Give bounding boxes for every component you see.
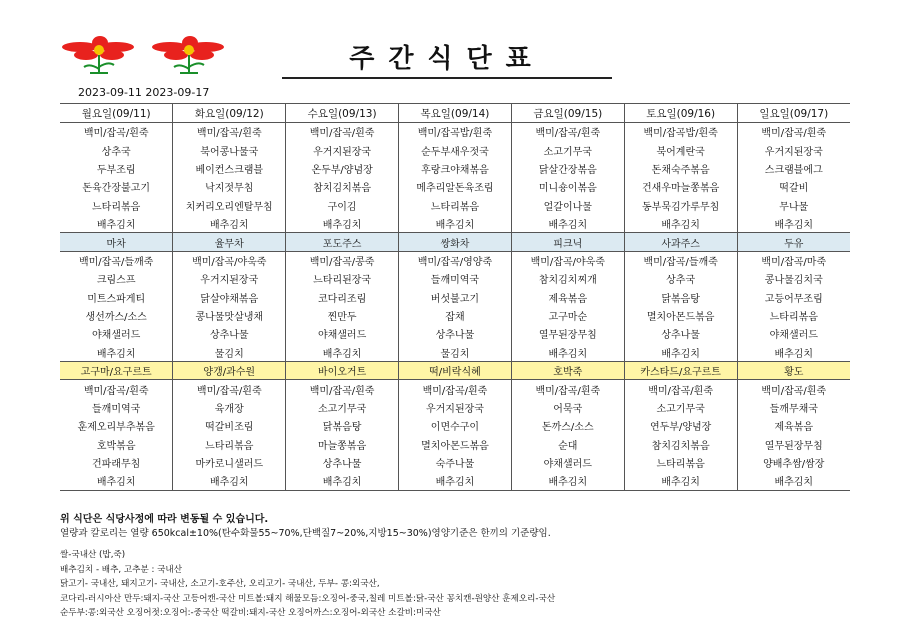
menu-cell: 백미/잡곡/흰죽 <box>624 380 737 398</box>
day-header: 토요일(09/16) <box>624 104 737 123</box>
menu-cell: 들깨무채국 <box>737 398 850 416</box>
menu-cell: 멸치아몬드볶음 <box>624 306 737 324</box>
menu-cell: 고구마순 <box>511 306 624 324</box>
menu-cell: 배추김치 <box>737 214 850 232</box>
notes <box>60 513 860 541</box>
menu-cell: 들깨미역국 <box>60 398 173 416</box>
menu-cell: 백미/잡곡/흰죽 <box>511 123 624 141</box>
menu-cell: 북어콩나물국 <box>173 141 286 159</box>
origin-line: 순두부:콩:외국산 오징어젓:오징어:-중국산 떡갈비:돼지-국산 오징어까스:오징어-외국산 소갈비:미국산 <box>60 608 441 619</box>
snack-cell: 포도주스 <box>286 233 399 251</box>
menu-cell: 느타리볶음 <box>60 196 173 214</box>
menu-cell: 소고기무국 <box>286 398 399 416</box>
menu-cell: 돈육간장불고기 <box>60 178 173 196</box>
menu-cell: 콩나물맛살냉채 <box>173 306 286 324</box>
menu-cell: 우거지된장국 <box>399 398 512 416</box>
snack-cell: 피크닉 <box>511 233 624 251</box>
menu-cell: 마늘쫑볶음 <box>286 435 399 453</box>
origin-line: 코다리-러시아산 만두:돼지-국산 고등어캔-국산 미트볼:돼지 해물모듬:오징어-중국,칠레 미트볼:닭-국산 꽁치캔-원양산 훈제오리-국산 <box>60 593 556 604</box>
nutrition-text: 열량과 칼로리는 열량 650kcal±10%(탄수화물55~70%,단백질7~20%,지방15~30%)영양기준은 한끼의 기준량임. <box>60 528 551 539</box>
menu-cell: 우거지된장국 <box>173 270 286 288</box>
menu-cell: 백미/잡곡/흰죽 <box>286 123 399 141</box>
menu-cell: 콩나물김치국 <box>737 270 850 288</box>
title-underline <box>282 77 612 79</box>
menu-cell: 배추김치 <box>399 472 512 490</box>
day-header: 목요일(09/14) <box>399 104 512 123</box>
menu-cell: 후랑크야채볶음 <box>399 159 512 177</box>
day-header: 화요일(09/12) <box>173 104 286 123</box>
menu-cell: 배추김치 <box>737 343 850 361</box>
lunch-row <box>60 343 850 361</box>
snack-cell: 양갱/과수원 <box>173 362 286 380</box>
snack-cell: 율무차 <box>173 233 286 251</box>
menu-cell: 떡갈비조림 <box>173 417 286 435</box>
menu-cell: 닭살간장볶음 <box>511 159 624 177</box>
menu-cell: 느타리된장국 <box>286 270 399 288</box>
menu-cell: 상추나물 <box>399 325 512 343</box>
flower-icon <box>152 36 224 73</box>
menu-cell: 물김치 <box>173 343 286 361</box>
menu-cell: 건파래무침 <box>60 454 173 472</box>
menu-cell: 백미/잡곡/흰죽 <box>60 123 173 141</box>
snack-cell: 카스타드/요구르트 <box>624 362 737 380</box>
menu-cell: 육개장 <box>173 398 286 416</box>
day-header: 월요일(09/11) <box>60 104 173 123</box>
menu-cell: 닭살야채볶음 <box>173 288 286 306</box>
menu-cell: 상추나물 <box>286 454 399 472</box>
menu-cell: 배추김치 <box>624 472 737 490</box>
menu-cell: 백미/잡곡밥/흰죽 <box>624 123 737 141</box>
menu-cell: 떡갈비 <box>737 178 850 196</box>
day-header: 수요일(09/13) <box>286 104 399 123</box>
menu-cell: 미니숑이볶음 <box>511 178 624 196</box>
menu-cell: 백미/잡곡/흰죽 <box>737 123 850 141</box>
menu-cell: 낙지젓무침 <box>173 178 286 196</box>
dinner-block <box>60 380 850 490</box>
menu-cell: 연두부/양념장 <box>624 417 737 435</box>
breakfast-row <box>60 123 850 141</box>
menu-cell: 배추김치 <box>173 472 286 490</box>
menu-cell: 백미/잡곡/흰죽 <box>173 380 286 398</box>
page-title: 주간식단표 <box>349 44 545 74</box>
lunch-row <box>60 270 850 288</box>
menu-cell: 상추국 <box>60 141 173 159</box>
menu-cell: 순대 <box>511 435 624 453</box>
menu-cell: 느타리볶음 <box>399 196 512 214</box>
menu-cell: 열무된장무침 <box>511 325 624 343</box>
menu-cell: 찐만두 <box>286 306 399 324</box>
menu-cell: 들깨미역국 <box>399 270 512 288</box>
menu-cell: 북어계란국 <box>624 141 737 159</box>
menu-cell: 야채샐러드 <box>511 454 624 472</box>
menu-cell: 마카로니샐러드 <box>173 454 286 472</box>
menu-cell: 미트스파게티 <box>60 288 173 306</box>
snack-cell: 황도 <box>737 362 850 380</box>
menu-cell: 배추김치 <box>511 343 624 361</box>
weekly-menu-table <box>60 103 850 491</box>
snack-cell: 마차 <box>60 233 173 251</box>
snack-cell: 호박죽 <box>511 362 624 380</box>
menu-cell: 참치김치찌개 <box>511 270 624 288</box>
menu-cell: 순두부새우젓국 <box>399 141 512 159</box>
menu-cell: 백미/잡곡/들깨죽 <box>624 251 737 269</box>
origin-line: 닭고기- 국내산, 돼지고기- 국내산, 소고기-호주산, 오리고기- 국내산, 두부- 콩:외국산, <box>60 579 380 590</box>
breakfast-row <box>60 178 850 196</box>
menu-cell: 백미/잡곡/흰죽 <box>60 380 173 398</box>
lunch-row <box>60 251 850 269</box>
menu-cell: 구이김 <box>286 196 399 214</box>
menu-cell: 배추김치 <box>286 214 399 232</box>
menu-cell: 배추김치 <box>511 214 624 232</box>
menu-cell: 백미/잡곡/들깨죽 <box>60 251 173 269</box>
menu-cell: 배추김치 <box>511 472 624 490</box>
menu-cell: 백미/잡곡/야욱죽 <box>511 251 624 269</box>
menu-cell: 백미/잡곡밥/흰죽 <box>399 123 512 141</box>
menu-cell: 배추김치 <box>624 214 737 232</box>
menu-cell: 건새우마늘쫑볶음 <box>624 178 737 196</box>
menu-cell: 호박볶음 <box>60 435 173 453</box>
menu-cell: 두부조림 <box>60 159 173 177</box>
afternoon-snack-block <box>60 362 850 380</box>
menu-cell: 백미/잡곡/콩죽 <box>286 251 399 269</box>
menu-cell: 참치김치볶음 <box>624 435 737 453</box>
menu-cell: 멸치아몬드볶음 <box>399 435 512 453</box>
origin-line: 쌀-국내산 (밥,죽) <box>60 550 126 560</box>
afternoon-snack-row <box>60 362 850 380</box>
menu-cell: 배추김치 <box>737 472 850 490</box>
menu-cell: 백미/잡곡/영양죽 <box>399 251 512 269</box>
menu-cell: 야채샐러드 <box>737 325 850 343</box>
menu-cell: 백미/잡곡/야욱죽 <box>173 251 286 269</box>
menu-cell: 배추김치 <box>286 343 399 361</box>
menu-cell: 백미/잡곡/흰죽 <box>399 380 512 398</box>
menu-cell: 돈채숙주볶음 <box>624 159 737 177</box>
snack-cell: 두유 <box>737 233 850 251</box>
notice-text: 위 식단은 식당사정에 따라 변동될 수 있습니다. <box>60 514 269 525</box>
dinner-row <box>60 380 850 398</box>
breakfast-row <box>60 159 850 177</box>
menu-cell: 느타리볶음 <box>624 454 737 472</box>
menu-cell: 배추김치 <box>286 472 399 490</box>
menu-cell: 소고기무국 <box>511 141 624 159</box>
menu-cell: 우거지된장국 <box>286 141 399 159</box>
menu-cell: 숙주나물 <box>399 454 512 472</box>
menu-cell: 백미/잡곡/흰죽 <box>737 380 850 398</box>
menu-cell: 닭볶음탕 <box>624 288 737 306</box>
day-header: 일요일(09/17) <box>737 104 850 123</box>
lunch-row <box>60 306 850 324</box>
dinner-row <box>60 398 850 416</box>
snack-cell: 고구마/요구르트 <box>60 362 173 380</box>
menu-cell: 배추김치 <box>399 214 512 232</box>
morning-snack-block <box>60 233 850 251</box>
menu-cell: 코다리조림 <box>286 288 399 306</box>
menu-cell: 열무된장무침 <box>737 435 850 453</box>
menu-cell: 야채샐러드 <box>286 325 399 343</box>
menu-cell: 온두부/양념장 <box>286 159 399 177</box>
dinner-row <box>60 454 850 472</box>
origin-line: 배추김치 - 배추, 고추분 : 국내산 <box>60 564 183 575</box>
snack-cell: 쌍화차 <box>399 233 512 251</box>
menu-cell: 양배추쌈/쌈장 <box>737 454 850 472</box>
origin-info <box>60 548 880 621</box>
menu-cell: 생선까스/소스 <box>60 306 173 324</box>
morning-snack-row <box>60 233 850 251</box>
menu-cell: 훈제오리부추볶음 <box>60 417 173 435</box>
menu-cell: 참치김치볶음 <box>286 178 399 196</box>
menu-cell: 이면수구이 <box>399 417 512 435</box>
flower-icon <box>62 36 134 73</box>
menu-cell: 배추김치 <box>60 472 173 490</box>
menu-cell: 상추나물 <box>173 325 286 343</box>
menu-cell: 크림스프 <box>60 270 173 288</box>
menu-cell: 배추김치 <box>173 214 286 232</box>
menu-cell: 배추김치 <box>60 343 173 361</box>
flower-decoration-icon <box>60 33 240 81</box>
lunch-row <box>60 325 850 343</box>
menu-cell: 소고기무국 <box>624 398 737 416</box>
menu-cell: 메추리알돈육조림 <box>399 178 512 196</box>
menu-cell: 상추국 <box>624 270 737 288</box>
menu-cell: 제육볶음 <box>737 417 850 435</box>
menu-cell: 무나물 <box>737 196 850 214</box>
dinner-row <box>60 472 850 490</box>
menu-cell: 우거지된장국 <box>737 141 850 159</box>
menu-cell: 느타리볶음 <box>173 435 286 453</box>
menu-cell: 제육볶음 <box>511 288 624 306</box>
lunch-block <box>60 251 850 361</box>
menu-cell: 상추나물 <box>624 325 737 343</box>
menu-cell: 백미/잡곡/마죽 <box>737 251 850 269</box>
menu-cell: 야채샐러드 <box>60 325 173 343</box>
breakfast-row <box>60 141 850 159</box>
snack-cell: 떡/비락식혜 <box>399 362 512 380</box>
snack-cell: 사과주스 <box>624 233 737 251</box>
menu-cell: 치커리오리엔탈무침 <box>173 196 286 214</box>
breakfast-row <box>60 196 850 214</box>
menu-cell: 배추김치 <box>624 343 737 361</box>
menu-cell: 배추김치 <box>60 214 173 232</box>
menu-cell: 느타리볶음 <box>737 306 850 324</box>
dinner-row <box>60 417 850 435</box>
breakfast-row <box>60 214 850 232</box>
day-header-row <box>60 104 850 123</box>
menu-cell: 동부묵김가루무침 <box>624 196 737 214</box>
menu-cell: 잡채 <box>399 306 512 324</box>
menu-cell: 베이컨스크램블 <box>173 159 286 177</box>
menu-cell: 백미/잡곡/흰죽 <box>511 380 624 398</box>
menu-cell: 백미/잡곡/흰죽 <box>173 123 286 141</box>
menu-cell: 버섯불고기 <box>399 288 512 306</box>
dinner-row <box>60 435 850 453</box>
menu-cell: 고등어무조림 <box>737 288 850 306</box>
breakfast-block <box>60 123 850 233</box>
menu-cell: 물김치 <box>399 343 512 361</box>
snack-cell: 바이오거트 <box>286 362 399 380</box>
menu-cell: 스크램블에그 <box>737 159 850 177</box>
menu-cell: 닭볶음탕 <box>286 417 399 435</box>
menu-cell: 어묵국 <box>511 398 624 416</box>
menu-cell: 얼갈이나물 <box>511 196 624 214</box>
day-header: 금요일(09/15) <box>511 104 624 123</box>
menu-cell: 돈까스/소스 <box>511 417 624 435</box>
lunch-row <box>60 288 850 306</box>
date-range: 2023-09-11 2023-09-17 <box>78 86 210 99</box>
menu-cell: 백미/잡곡/흰죽 <box>286 380 399 398</box>
